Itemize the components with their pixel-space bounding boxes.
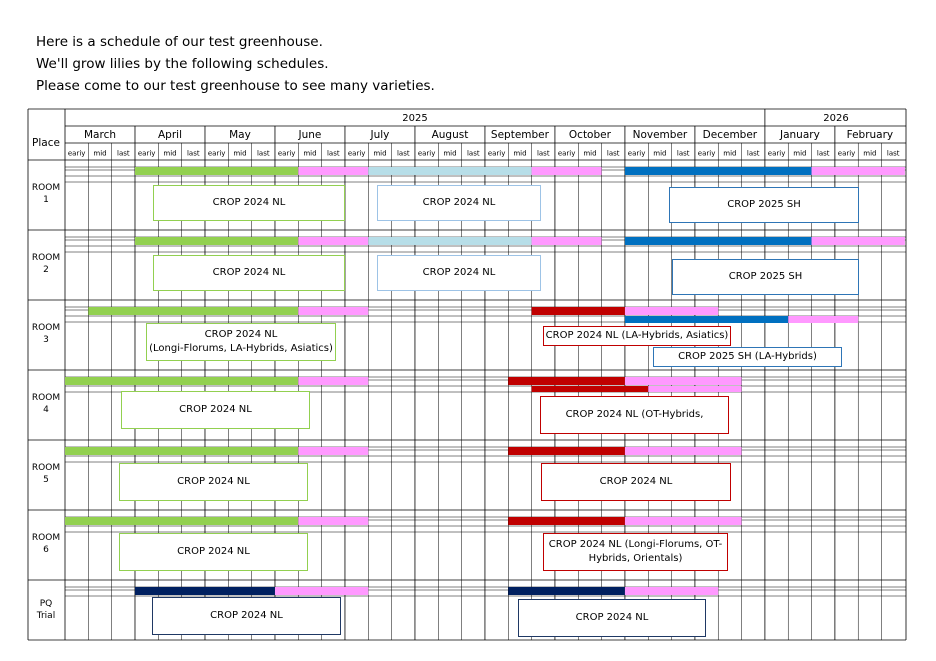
crop-label: CROP 2024 NL (LA-Hybrids, Asiatics) — [543, 326, 731, 346]
room-name: ROOM 3 — [31, 323, 61, 345]
month-january: January — [779, 129, 820, 141]
period-last: last — [396, 149, 410, 158]
period-last: last — [536, 149, 550, 158]
intro-line-1: Here is a schedule of our test greenhouse. — [36, 34, 323, 50]
crop-label: CROP 2025 SH — [669, 187, 859, 223]
schedule-bar-blue — [625, 316, 788, 323]
period-eariy: eariy — [767, 149, 786, 158]
room-name: ROOM 2 — [31, 253, 61, 275]
period-last: last — [326, 149, 340, 158]
period-last: last — [186, 149, 200, 158]
crop-label: CROP 2024 NL (Longi-Florums, OT- Hybrids, Orientals) — [543, 533, 728, 571]
schedule-bar-pink — [298, 517, 368, 525]
period-last: last — [256, 149, 270, 158]
schedule-bar-pink — [298, 167, 368, 175]
schedule-bar-green — [65, 447, 298, 455]
period-mid: mid — [793, 149, 807, 158]
period-last: last — [816, 149, 830, 158]
period-mid: mid — [723, 149, 737, 158]
period-last: last — [606, 149, 620, 158]
schedule-bar-green — [135, 237, 298, 245]
schedule-bar-pink — [812, 167, 905, 175]
room-name: ROOM 6 — [31, 533, 61, 555]
year-2026: 2026 — [823, 113, 849, 124]
month-october: October — [568, 129, 611, 141]
crop-label: CROP 2024 NL — [153, 185, 345, 221]
crop-label: CROP 2024 NL — [152, 597, 341, 635]
intro-line-2: We'll grow lilies by the following schedules. — [36, 56, 329, 72]
place-header: Place — [32, 137, 60, 149]
period-last: last — [886, 149, 900, 158]
crop-label: CROP 2025 SH — [672, 259, 859, 295]
period-eariy: eariy — [347, 149, 366, 158]
schedule-bar-darkred — [508, 377, 625, 385]
period-last: last — [746, 149, 760, 158]
crop-label: CROP 2024 NL — [121, 391, 310, 429]
month-march: March — [83, 129, 117, 141]
schedule-bar-navy — [135, 587, 275, 595]
period-mid: mid — [303, 149, 317, 158]
period-mid: mid — [373, 149, 387, 158]
schedule-bar-pink — [625, 447, 742, 455]
schedule-bar-blue — [625, 237, 812, 245]
period-eariy: eariy — [557, 149, 576, 158]
crop-label: CROP 2024 NL — [518, 599, 706, 637]
period-eariy: eariy — [697, 149, 716, 158]
schedule-bar-pink — [625, 307, 718, 315]
crop-label: CROP 2024 NL — [541, 463, 731, 501]
period-mid: mid — [863, 149, 877, 158]
schedule-bar-pink — [648, 386, 741, 392]
schedule-bar-lightblue — [368, 167, 531, 175]
schedule-bar-navy — [508, 587, 625, 595]
period-eariy: eariy — [137, 149, 156, 158]
room-name: ROOM 1 — [31, 183, 61, 205]
schedule-bar-pink — [812, 237, 905, 245]
schedule-bar-pink — [298, 307, 368, 315]
month-may: May — [229, 129, 251, 141]
crop-label: CROP 2024 NL — [377, 185, 541, 221]
schedule-bar-green — [88, 307, 298, 315]
period-eariy: eariy — [837, 149, 856, 158]
period-mid: mid — [513, 149, 527, 158]
month-september: September — [490, 129, 549, 141]
schedule-bar-darkred — [532, 307, 625, 315]
intro-line-3: Please come to our test greenhouse to see many varieties. — [36, 78, 435, 94]
period-last: last — [117, 149, 130, 158]
month-june: June — [298, 129, 322, 141]
schedule-bar-pink — [532, 237, 602, 245]
schedule-bar-pink — [625, 517, 742, 525]
period-eariy: eariy — [487, 149, 506, 158]
schedule-bar-green — [135, 167, 298, 175]
period-eariy: eariy — [277, 149, 296, 158]
period-eariy: eariy — [627, 149, 646, 158]
schedule-bar-pink — [298, 237, 368, 245]
crop-label: CROP 2024 NL — [119, 463, 308, 501]
schedule-bar-pink — [275, 587, 368, 595]
crop-label: CROP 2025 SH (LA-Hybrids) — [653, 347, 842, 367]
schedule-bar-pink — [788, 316, 858, 323]
period-mid: mid — [93, 149, 107, 158]
month-july: July — [370, 129, 390, 141]
schedule-bar-pink — [625, 587, 718, 595]
month-november: November — [632, 129, 688, 141]
crop-label: CROP 2024 NL — [377, 255, 541, 291]
schedule-bar-darkred — [508, 447, 625, 455]
period-eariy: eariy — [207, 149, 226, 158]
schedule-bar-green — [65, 517, 298, 525]
room-name: ROOM 4 — [31, 393, 61, 415]
month-february: February — [846, 129, 894, 141]
schedule-bar-pink — [532, 167, 602, 175]
period-mid: mid — [233, 149, 247, 158]
period-mid: mid — [583, 149, 597, 158]
period-mid: mid — [163, 149, 177, 158]
room-name: ROOM 5 — [31, 463, 61, 485]
period-mid: mid — [443, 149, 457, 158]
period-last: last — [676, 149, 690, 158]
year-2025: 2025 — [402, 113, 428, 124]
period-last: last — [466, 149, 480, 158]
schedule-bar-lightblue — [368, 237, 531, 245]
room-name: PQ Trial — [36, 599, 56, 621]
schedule-bar-pink — [625, 377, 742, 385]
crop-label: CROP 2024 NL (OT-Hybrids, — [540, 396, 729, 434]
crop-label: CROP 2024 NL (Longi-Florums, LA-Hybrids, Asiatics) — [146, 323, 336, 361]
month-april: April — [157, 129, 182, 141]
crop-label: CROP 2024 NL — [153, 255, 345, 291]
schedule-bar-blue — [625, 167, 812, 175]
month-august: August — [431, 129, 469, 141]
period-eariy: eariy — [67, 149, 86, 158]
crop-label: CROP 2024 NL — [119, 533, 308, 571]
period-eariy: eariy — [417, 149, 436, 158]
schedule-bar-pink — [298, 447, 368, 455]
month-december: December — [702, 129, 758, 141]
schedule-bar-green — [65, 377, 298, 385]
period-mid: mid — [653, 149, 667, 158]
schedule-bar-darkred — [532, 386, 649, 392]
schedule-bar-darkred — [508, 517, 625, 525]
schedule-bar-pink — [298, 377, 368, 385]
